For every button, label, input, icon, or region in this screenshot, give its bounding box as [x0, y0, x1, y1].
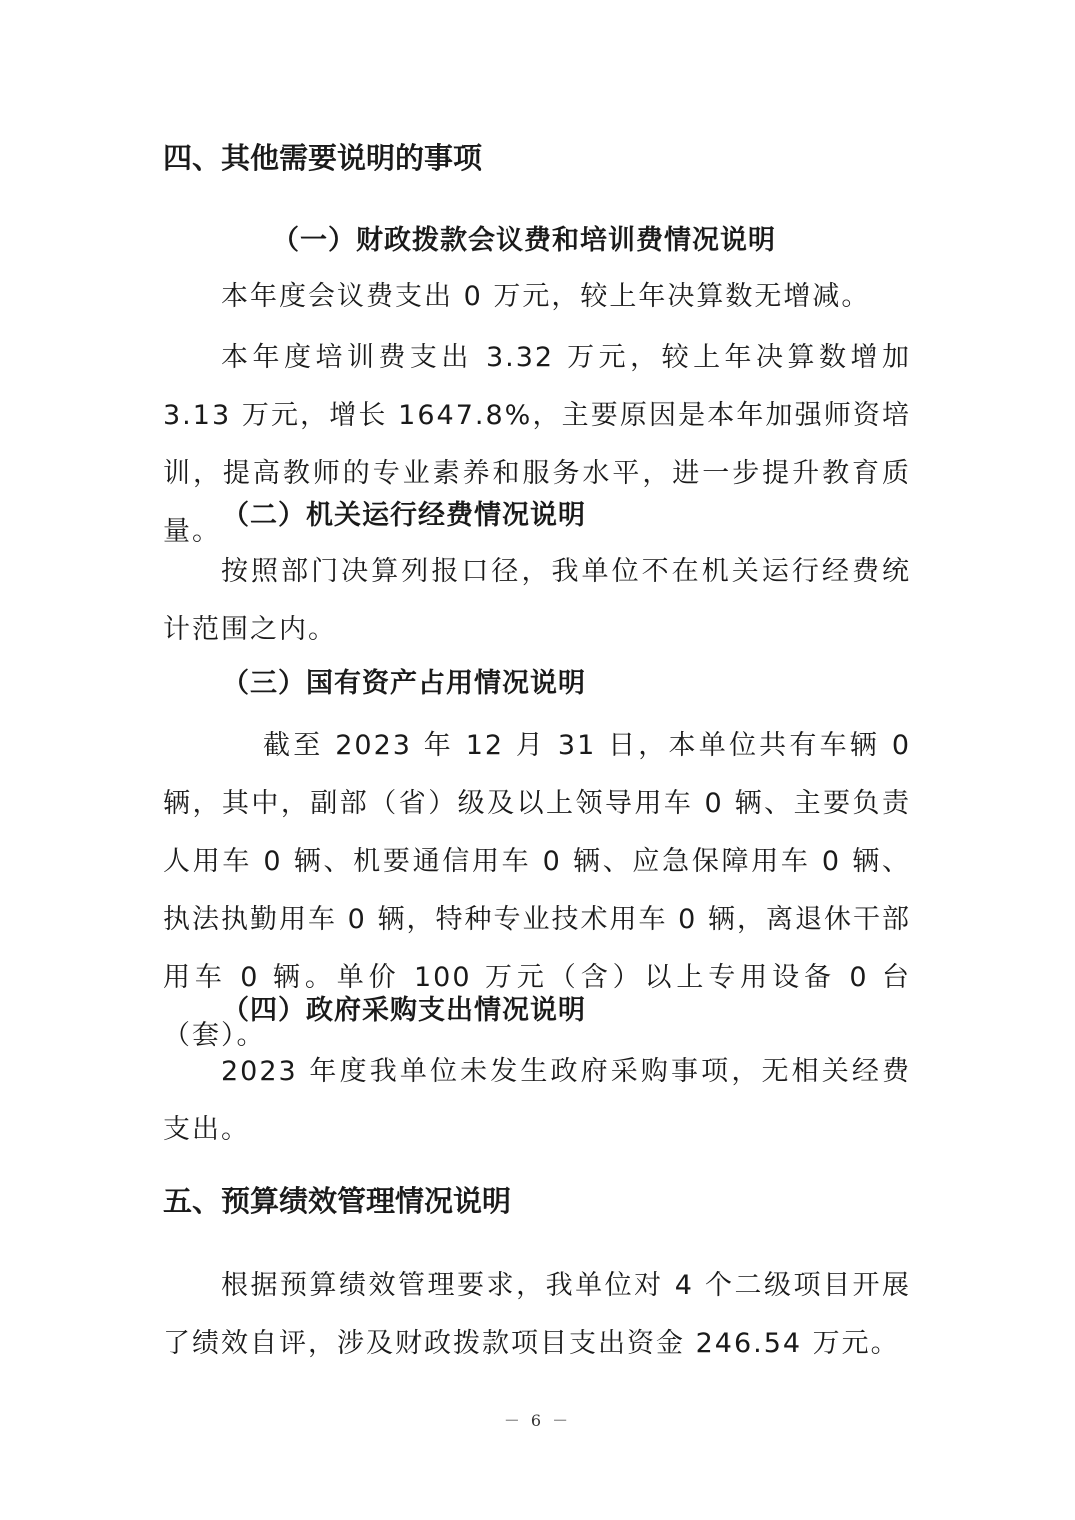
paragraph-performance: 根据预算绩效管理要求，我单位对 4 个二级项目开展了绩效自评，涉及财政拨款项目支出资金 246.54 万元。 — [163, 1270, 911, 1359]
paragraph-procurement: 2023 年度我单位未发生政府采购事项，无相关经费支出。 — [163, 1056, 911, 1145]
paragraph-meeting-fees: 本年度会议费支出 0 万元，较上年决算数无增减。 — [221, 281, 871, 312]
page-number: － 6 － — [503, 1411, 572, 1430]
paragraph-state-assets: 截至 2023 年 12 月 31 日，本单位共有车辆 0 辆，其中，副部（省）级及以上领导用车 0 辆、主要负责人用车 0 辆、机要通信用车 0 辆、应急保障用车 0 辆、执法执勤用车 0 辆，特种专业技术用车 0 辆，离退休干部用车 0 辆。单价 100 万元（含）以上专用设备 0 台（套）。 — [163, 730, 911, 1051]
paragraph-training-fees: 本年度培训费支出 3.32 万元，较上年决算数增加 3.13 万元，增长 1647.8%，主要原因是本年加强师资培训，提高教师的专业素养和服务水平，进一步提升教育质量。 — [163, 342, 911, 547]
subsection-2-heading: （二）机关运行经费情况说明 — [222, 500, 586, 531]
section-5-heading: 五、预算绩效管理情况说明 — [163, 1184, 512, 1218]
subsection-3-heading: （三）国有资产占用情况说明 — [222, 668, 586, 699]
subsection-1-heading: （一）财政拨款会议费和培训费情况说明 — [272, 225, 776, 256]
section-4-heading: 四、其他需要说明的事项 — [163, 141, 483, 175]
subsection-4-heading: （四）政府采购支出情况说明 — [222, 995, 586, 1026]
paragraph-operating-funds: 按照部门决算列报口径，我单位不在机关运行经费统计范围之内。 — [163, 556, 911, 645]
